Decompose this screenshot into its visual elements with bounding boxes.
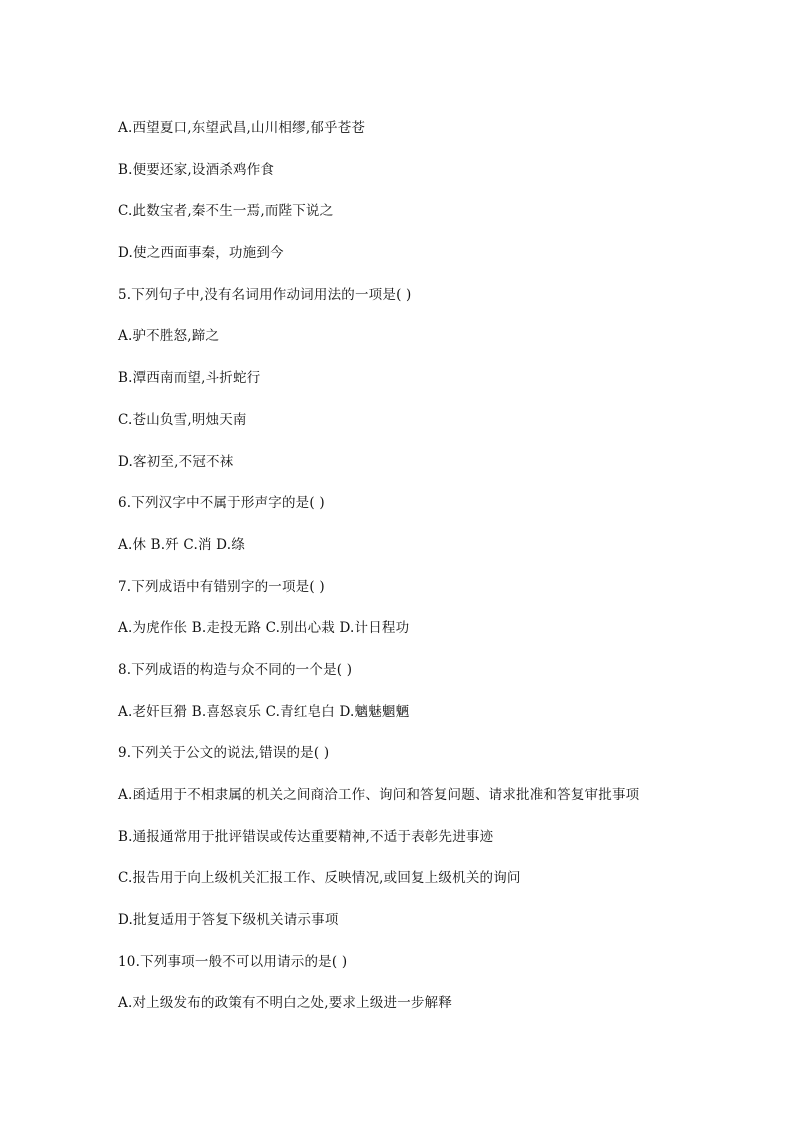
option-line: A.对上级发布的政策有不明白之处,要求上级进一步解释 [118, 995, 453, 1012]
question-line: 7.下列成语中有错别字的一项是( ) [118, 578, 325, 595]
option-line: A.西望夏口,东望武昌,山川相缪,郁乎苍苍 [118, 120, 366, 136]
option-line: D.客初至,不冠不袜 [118, 453, 234, 470]
option-line: A.休 B.歼 C.消 D.绦 [118, 536, 245, 553]
option-line: C.报告用于向上级机关汇报工作、反映情况,或回复上级机关的询问 [118, 870, 521, 887]
option-line: A.驴不胜怒,蹄之 [118, 328, 220, 345]
option-line: A.老奸巨猾 B.喜怒哀乐 C.青红皂白 D.魑魅魍魉 [118, 703, 410, 720]
question-line: 8.下列成语的构造与众不同的一个是( ) [118, 661, 353, 678]
question-line: 5.下列句子中,没有名词用作动词用法的一项是( ) [118, 286, 412, 303]
option-line: B.通报通常用于批评错误或传达重要精神,不适于表彰先进事迹 [118, 828, 494, 845]
question-line: 10.下列事项一般不可以用请示的是( ) [118, 953, 348, 970]
option-line: A.为虎作伥 B.走投无路 C.别出心栽 D.计日程功 [118, 620, 410, 637]
option-line: D.批复适用于答复下级机关请示事项 [118, 912, 339, 929]
question-text-block [118, 118, 738, 1035]
option-line: D.使之西面事秦，功施到今 [118, 245, 284, 262]
option-line: C.苍山负雪,明烛天南 [118, 411, 247, 428]
question-line: 6.下列汉字中不属于形声字的是( ) [118, 495, 325, 512]
option-line: C.此数宝者,秦不生一焉,而陛下说之 [118, 203, 334, 220]
option-line: B.便要还家,设酒杀鸡作食 [118, 161, 275, 178]
question-line: 9.下列关于公文的说法,错误的是( ) [118, 745, 330, 762]
option-line: A.函适用于不相隶属的机关之间商洽工作、询问和答复问题、请求批准和答复审批事项 [118, 787, 640, 803]
option-line: B.潭西南而望,斗折蛇行 [118, 370, 261, 387]
